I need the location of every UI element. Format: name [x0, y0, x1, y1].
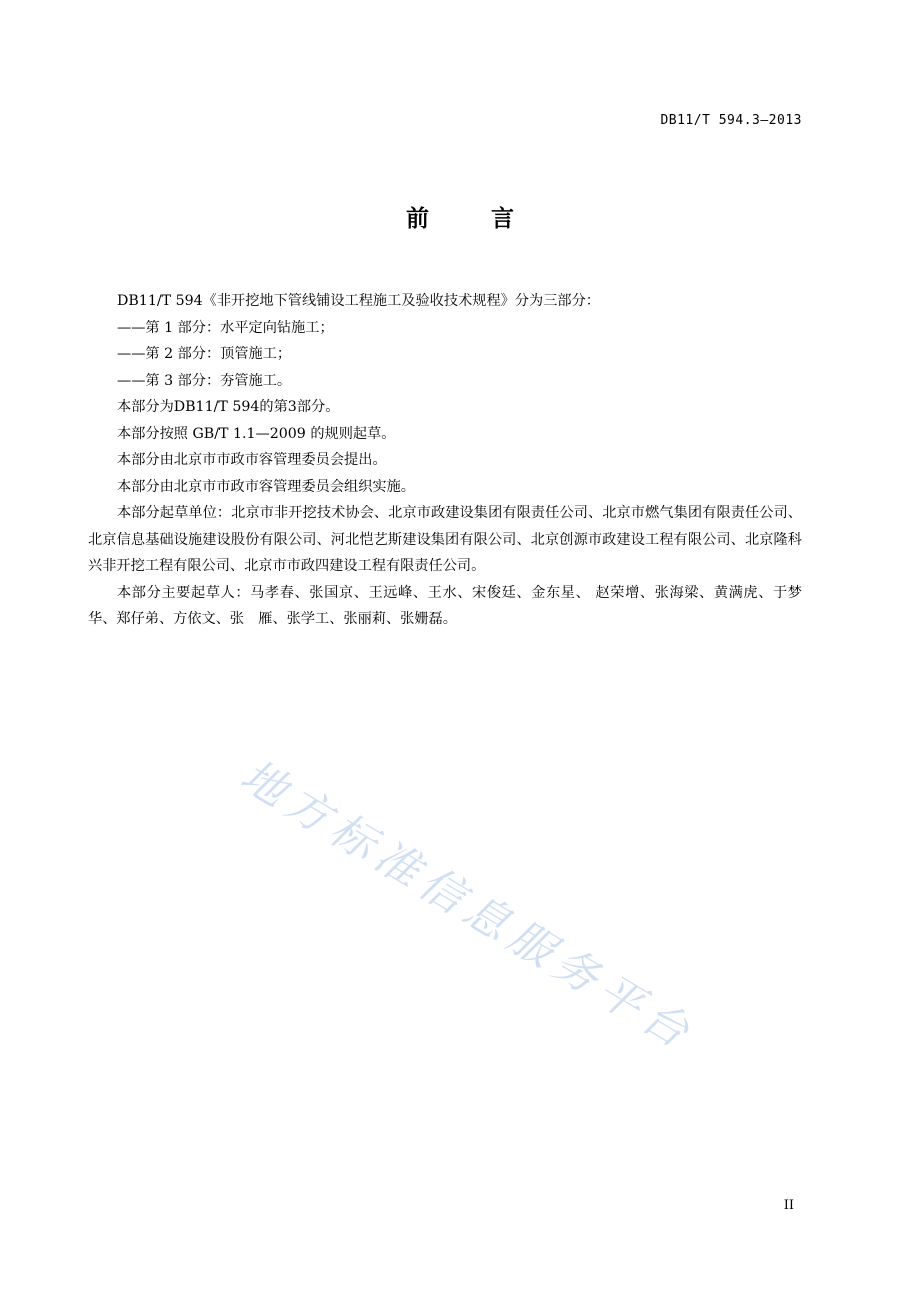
paragraph-intro: DB11/T 594《非开挖地下管线铺设工程施工及验收技术规程》分为三部分：: [117, 293, 600, 309]
watermark: 地方标准信息服务平台: [231, 750, 704, 1062]
paragraph-implementer: 本部分由北京市市政市容管理委员会组织实施。: [117, 478, 415, 495]
title-char-2: 言: [491, 206, 514, 232]
document-code: DB11/T 594.3—2013: [660, 113, 802, 128]
paragraph-drafters: 本部分主要起草人：马孝春、张国京、王远峰、王水、宋俊廷、金东星、 赵荣增、张海梁、黄满虎、于梦华、郑仔弟、方依文、张 雁、张学工、张丽莉、张姗磊。: [88, 584, 802, 627]
page-number: II: [783, 1198, 794, 1213]
list-item-part-1: ——第 1 部分：水平定向钻施工；: [117, 319, 334, 336]
paragraph-part-statement: 本部分为DB11/T 594的第3部分。: [117, 399, 340, 415]
paragraph-drafting-units: 本部分起草单位：北京市非开挖技术协会、北京市政建设集团有限责任公司、北京市燃气集团有限责任公司、北京信息基础设施建设股份有限公司、河北恺艺斯建设集团有限公司、北京创源市政建设工程有限公司、北京隆科兴非开挖工程有限公司、北京市市政四建设工程有限责任公司。: [88, 505, 802, 574]
list-item-part-3: ——第 3 部分：夯管施工。: [117, 372, 292, 389]
foreword-body: [88, 288, 802, 633]
title-char-1: 前: [406, 206, 429, 232]
paragraph-drafting-rules: 本部分按照 GB/T 1.1—2009 的规则起草。: [117, 425, 396, 442]
paragraph-proposer: 本部分由北京市市政市容管理委员会提出。: [117, 452, 387, 468]
page-title: [0, 200, 920, 233]
list-item-part-2: ——第 2 部分：顶管施工；: [117, 346, 292, 362]
